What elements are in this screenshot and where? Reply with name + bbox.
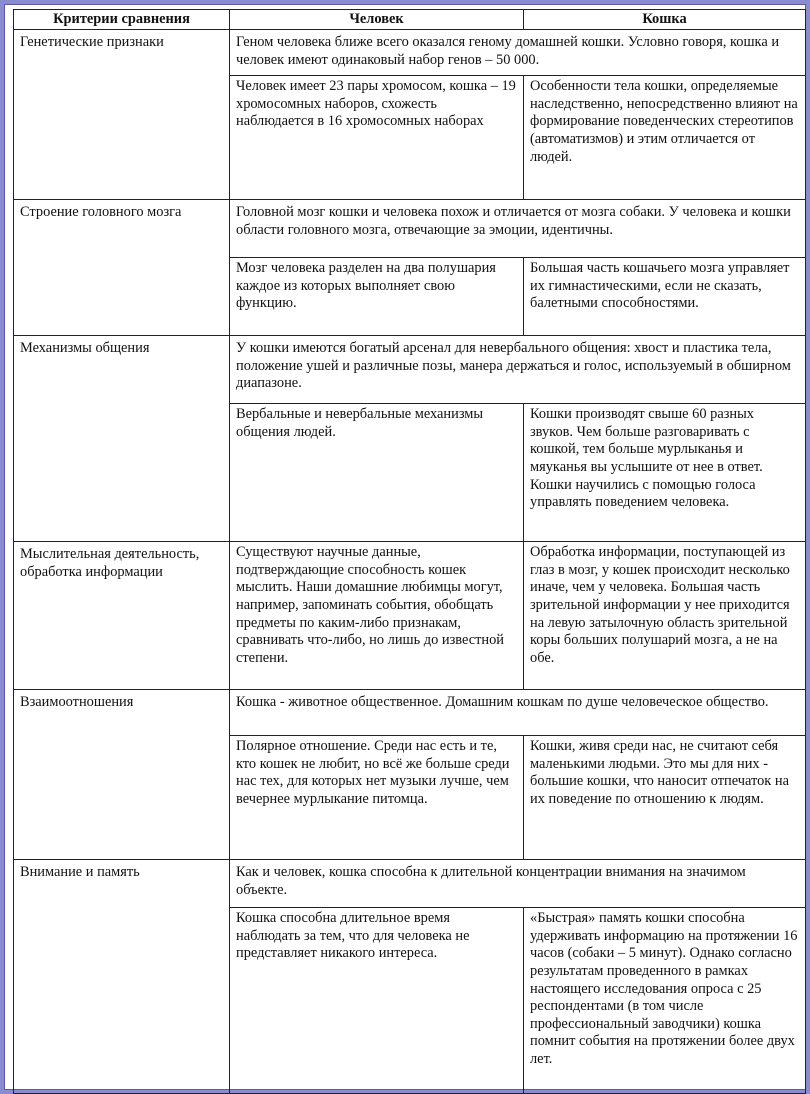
header-criteria: Критерии сравнения: [14, 10, 230, 30]
criterion-cell: Взаимоотношения: [14, 690, 230, 860]
cat-cell: «Быстрая» память кошки способна удерживать информацию на протяжении 16 часов (собаки – 5 минут). Однако согласно результатам проведенного в рамках настоящего исследования опроса с 25 респондентами (в том числе профессиональный заводчики) кошка помнит события на протяжении более двух лет.: [524, 908, 806, 1094]
cat-cell: Обработка информации, поступающей из глаз в мозг, у кошек происходит несколько иначе, чем у человека. Большая часть зрительной информации у нее приходится на левую затылочную область зрительной коры больших полушарий мозга, а не на обе.: [524, 542, 806, 690]
criterion-cell: Строение головного мозга: [14, 200, 230, 336]
human-cell: Кошка способна длительное время наблюдать за тем, что для человека не представляет никакого интереса.: [230, 908, 524, 1094]
criterion-cell: Механизмы общения: [14, 336, 230, 542]
human-cell: Существуют научные данные, подтверждающие способность кошек мыслить. Наши домашние любимцы могут, например, запоминать события, обобщать предметы по каким-либо признакам, сравнивать что-либо, но лишь до известной степени.: [230, 542, 524, 690]
criterion-cell: Генетические признаки: [14, 30, 230, 200]
comparison-table: [13, 9, 806, 1094]
human-cell: Полярное отношение. Среди нас есть и те, кто кошек не любит, но всё же больше среди нас тех, для которых нет музыки лучше, чем вечернее мурлыкание питомца.: [230, 736, 524, 860]
cat-cell: Большая часть кошачьего мозга управляет их гимнастическими, если не сказать, балетными способностями.: [524, 258, 806, 336]
header-human: Человек: [230, 10, 524, 30]
criterion-cell: Внимание и память: [14, 860, 230, 1094]
common-cell: Головной мозг кошки и человека похож и отличается от мозга собаки. У человека и кошки области головного мозга, отвечающие за эмоции, идентичны.: [230, 200, 806, 258]
table-row: [14, 690, 806, 736]
table-row: [14, 542, 806, 690]
table-row: [14, 200, 806, 258]
cat-cell: Кошки, живя среди нас, не считают себя маленькими людьми. Это мы для них - большие кошки, что наносит отпечаток на их поведение по отношению к людям.: [524, 736, 806, 860]
common-cell: Как и человек, кошка способна к длительной концентрации внимания на значимом объекте.: [230, 860, 806, 908]
document-frame: [4, 4, 806, 1090]
common-cell: У кошки имеются богатый арсенал для невербального общения: хвост и пластика тела, положение ушей и различные позы, манера держаться и голос, используемый в обширном диапазоне.: [230, 336, 806, 404]
common-cell: Кошка - животное общественное. Домашним кошкам по душе человеческое общество.: [230, 690, 806, 736]
table-header-row: [14, 10, 806, 30]
table-row: [14, 336, 806, 404]
cat-cell: Кошки производят свыше 60 разных звуков. Чем больше разговаривать с кошкой, тем больше мурлыканья и мяуканья вы услышите от нее в ответ. Кошки научились с помощью голоса управлять поведением человека.: [524, 404, 806, 542]
header-cat: Кошка: [524, 10, 806, 30]
common-cell: Геном человека ближе всего оказался геному домашней кошки. Условно говоря, кошка и человек имеют одинаковый набор генов – 50 000.: [230, 30, 806, 76]
human-cell: Вербальные и невербальные механизмы общения людей.: [230, 404, 524, 542]
table-row: [14, 30, 806, 76]
human-cell: Человек имеет 23 пары хромосом, кошка – 19 хромосомных наборов, схожесть наблюдается в 16 хромосомных наборах: [230, 76, 524, 200]
human-cell: Мозг человека разделен на два полушария каждое из которых выполняет свою функцию.: [230, 258, 524, 336]
table-row: [14, 860, 806, 908]
cat-cell: Особенности тела кошки, определяемые наследственно, непосредственно влияют на формирование поведенческих стереотипов (автоматизмов) и этим отличается от людей.: [524, 76, 806, 200]
criterion-cell: Мыслительная деятельность, обработка информации: [14, 542, 230, 690]
